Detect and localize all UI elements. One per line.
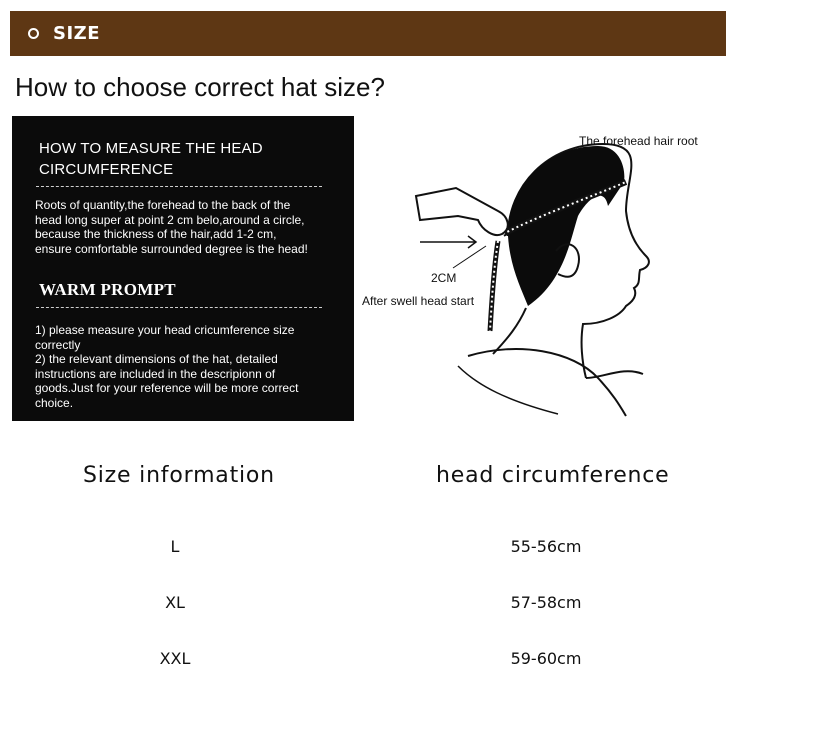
measure-heading-line: CIRCUMFERENCE xyxy=(39,161,174,178)
dashed-divider xyxy=(36,307,322,308)
text-line: 1) please measure your head cricumference size xyxy=(35,323,295,337)
circumference-column-header: head circumference xyxy=(436,463,670,488)
size-banner xyxy=(10,11,726,56)
collar-outline xyxy=(468,349,626,416)
text-line: ensure comfortable surrounded degree is the head! xyxy=(35,241,308,256)
circle-bullet-icon xyxy=(28,28,39,39)
measure-instructions-box xyxy=(12,116,354,421)
size-column-header: Size information xyxy=(83,463,275,488)
size-cell: L xyxy=(170,537,180,556)
measure-heading xyxy=(39,138,339,180)
circumference-cell: 55-56cm xyxy=(510,537,582,556)
text-line: head long super at point 2 cm belo,around a circle, xyxy=(35,212,305,227)
text-line: 2) the relevant dimensions of the hat, detailed xyxy=(35,352,278,366)
circumference-cell: 57-58cm xyxy=(510,593,582,612)
text-line: goods.Just for your reference will be more correct xyxy=(35,381,299,395)
shoulder-outline xyxy=(458,366,558,414)
size-cell: XL xyxy=(165,593,185,612)
swell-head-label: After swell head start xyxy=(362,294,475,308)
arrow-2cm xyxy=(420,236,476,248)
two-cm-label: 2CM xyxy=(431,271,457,285)
text-line: instructions are included in the descripionn of xyxy=(35,366,276,381)
page-title: How to choose correct hat size? xyxy=(15,72,385,102)
dashed-divider xyxy=(36,186,322,187)
tape-loose-end xyxy=(490,241,498,331)
neck-outline xyxy=(493,308,643,378)
hand-illustration xyxy=(416,188,508,235)
size-cell: XXL xyxy=(159,649,191,668)
warm-prompt-title: WARM PROMPT xyxy=(39,280,176,299)
warm-prompt-text xyxy=(35,323,345,410)
text-line: because the thickness of the hair,add 1-2 cm, xyxy=(35,227,277,241)
forehead-hair-root-label: The forehead hair root xyxy=(579,134,698,148)
measure-instructions-text xyxy=(35,198,345,256)
pointer-line-2cm xyxy=(453,246,486,268)
banner-label: SIZE xyxy=(53,23,101,44)
head-illustration xyxy=(358,116,718,421)
text-line: choice. xyxy=(35,395,74,410)
measure-heading-line: HOW TO MEASURE THE HEAD xyxy=(39,140,263,157)
text-line: Roots of quantity,the forehead to the back of the xyxy=(35,198,291,212)
text-line: correctly xyxy=(35,337,81,352)
head-measurement-diagram xyxy=(358,116,718,421)
circumference-cell: 59-60cm xyxy=(510,649,582,668)
